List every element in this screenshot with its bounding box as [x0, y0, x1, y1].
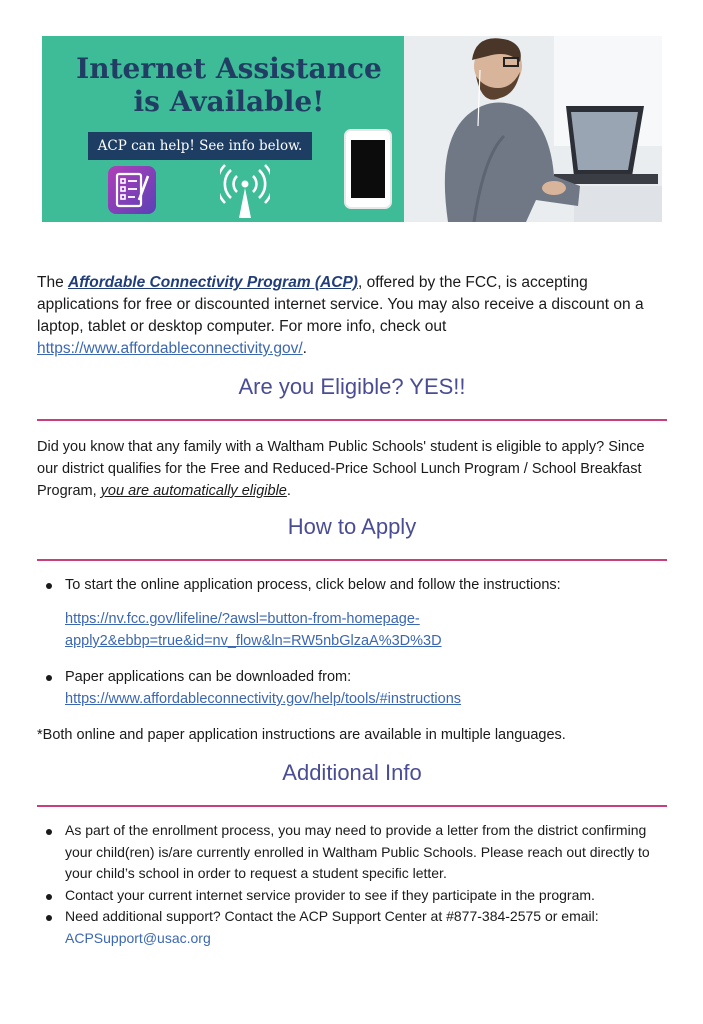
apply-list	[37, 574, 667, 710]
list-item: Paper applications can be downloaded from: https://www.affordableconnectivity.gov/help/tools/#instructions	[37, 666, 667, 710]
support-email-link[interactable]: ACPSupport@usac.org	[65, 929, 211, 946]
additional-info-list	[37, 820, 667, 949]
banner-title: Internet Assistance is Available!	[76, 52, 382, 118]
header-banner	[42, 36, 662, 222]
form-icon	[108, 166, 156, 214]
list-item: As part of the enrollment process, you may need to provide a letter from the district confirming your child(ren) is/are currently enrolled in Waltham Public Schools. Please reach out directly to your child’s school in order to request a student specific letter.	[37, 820, 667, 885]
banner-tagline: ACP can help! See info below.	[88, 132, 312, 160]
online-application-link[interactable]: https://nv.fcc.gov/lifeline/?awsl=button-from-homepage-apply2&ebbp=true&id=nv_flow&ln=RW5nbGlzaA%3D%3D	[65, 611, 442, 649]
paper-application-link[interactable]: https://www.affordableconnectivity.gov/help/tools/#instructions	[65, 691, 462, 707]
smartphone-icon	[344, 129, 392, 209]
intro-paragraph: The Affordable Connectivity Program (ACP), offered by the FCC, is accepting applications for free or discounted internet service. You may also receive a discount on a laptop, tablet or desktop computer. For more info, check out https://www.affordableconnectivity.gov/.	[37, 274, 644, 357]
how-to-apply-heading: How to Apply	[287, 514, 417, 539]
man-with-laptop-photo	[404, 36, 662, 222]
list-item: To start the online application process, click below and follow the instructions: https://nv.fcc.gov/lifeline/?awsl=button-from-homepage-apply2&ebbp=true&id=nv_flow&ln=RW5nbGlzaA%3D%3D	[37, 574, 667, 652]
additional-info-heading: Additional Info	[282, 760, 422, 785]
list-item: Need additional support? Contact the ACP Support Center at #877-384-2575 or email: ACPSupport@usac.org	[37, 906, 667, 949]
section-divider	[37, 419, 667, 421]
section-divider	[37, 805, 667, 807]
wifi-tower-icon	[220, 164, 270, 218]
eligibility-paragraph: Did you know that any family with a Waltham Public Schools' student is eligible to apply? Since our district qualifies for the Free and Reduced-Price School Lunch Program / School Breakfast Program, you are automatically eligible.	[37, 439, 645, 499]
eligibility-emphasis: you are automatically eligible	[100, 483, 287, 499]
eligible-heading: Are you Eligible? YES!!	[238, 374, 466, 399]
languages-note: *Both online and paper application instructions are available in multiple languages.	[37, 727, 566, 743]
list-item: Contact your current internet service provider to see if they participate in the program.	[37, 885, 667, 907]
program-name: Affordable Connectivity Program (ACP)	[68, 274, 358, 291]
acp-website-link[interactable]: https://www.affordableconnectivity.gov/	[37, 340, 303, 357]
section-divider	[37, 559, 667, 561]
